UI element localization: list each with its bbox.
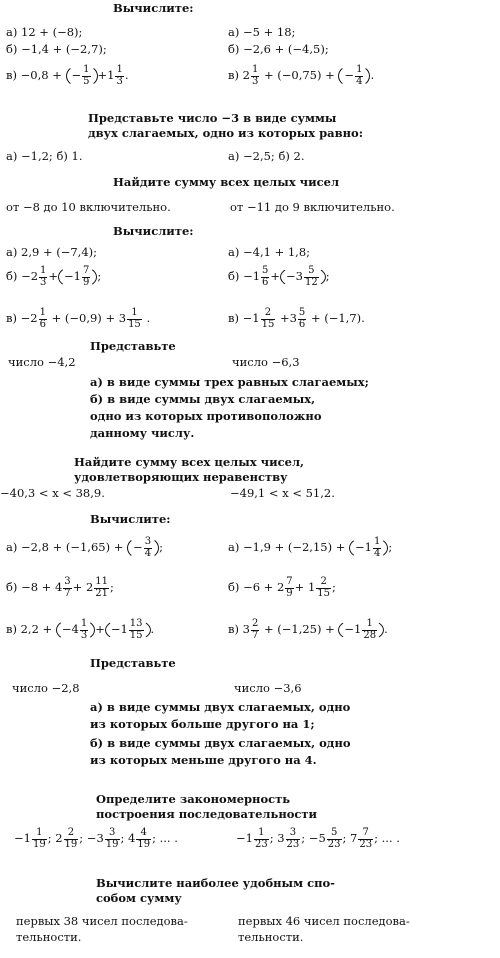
exercise-item: а) −4,1 + 1,8; (228, 245, 311, 259)
exercise-item: число −2,8 (12, 681, 80, 695)
exercise-item: в) 2 $\frac{1}{3}$ + (−0,75) + − $\frac{1}{4}$ . (228, 64, 375, 87)
section-heading: Представьте (90, 339, 176, 353)
task-line: из которых больше другого на 1; (90, 717, 315, 731)
exercise-item: число −4,2 (8, 355, 76, 369)
exercise-item: б) −2,6 + (−4,5); (228, 42, 329, 56)
section-heading: Вычислите наиболее удобным спо- (96, 876, 335, 890)
section-heading: Вычислите: (113, 224, 194, 238)
exercise-item: в) −0,8 + − $\frac{1}{5}$ +1 $\frac{1}{3}$ . (6, 64, 129, 87)
exercise-item: в) −1 $\frac{2}{15}$ +3 $\frac{5}{6}$ + (−1,7). (228, 307, 365, 330)
exercise-item: а) −2,5; б) 2. (228, 149, 305, 163)
exercise-item: первых 38 чисел последова- (16, 914, 188, 928)
section-heading: Представьте (90, 656, 176, 670)
exercise-item: в) 3 $\frac{2}{7}$ + (−1,25) + −1 $\frac{1}{28}$ . (228, 618, 388, 641)
exercise-item: б) −8 + 4 $\frac{3}{7}$ + 2 $\frac{11}{21}$ ; (6, 576, 114, 599)
exercise-item: число −6,3 (232, 355, 300, 369)
section-heading: Представьте число −3 в виде суммы (88, 111, 337, 125)
section-heading: Найдите сумму всех целых чисел, (74, 455, 305, 469)
task-line: б) в виде суммы двух слагаемых, одно (90, 736, 351, 750)
section-heading: Вычислите: (113, 1, 194, 15)
task-line: б) в виде суммы двух слагаемых, (90, 392, 316, 406)
sequence: −1 $\frac{1}{23}$ ; 3 $\frac{3}{23}$ ; −5 $\frac{5}{23}$ ; 7 $\frac{7}{23}$ ; ... . (236, 827, 400, 850)
exercise-item: а) 12 + (−8); (6, 25, 83, 39)
exercise-item: а) −2,8 + (−1,65) + − $\frac{3}{4}$ ; (6, 536, 163, 559)
exercise-item: б) −6 + 2 $\frac{7}{9}$ + 1 $\frac{2}{15}$ ; (228, 576, 336, 599)
exercise-item: б) −2 $\frac{1}{3}$ + −1 $\frac{7}{9}$ ; (6, 265, 102, 288)
task-line: из которых меньше другого на 4. (90, 753, 317, 767)
exercise-item: −49,1 < x < 51,2. (230, 486, 335, 500)
section-heading: Найдите сумму всех целых чисел (113, 175, 340, 189)
task-line: а) в виде суммы трех равных слагаемых; (90, 375, 369, 389)
task-line: а) в виде суммы двух слагаемых, одно (90, 700, 351, 714)
exercise-item: а) −5 + 18; (228, 25, 296, 39)
exercise-item: от −11 до 9 включительно. (230, 200, 395, 214)
exercise-item: а) 2,9 + (−7,4); (6, 245, 98, 259)
section-heading: двух слагаемых, одно из которых равно: (88, 126, 363, 140)
section-heading: собом сумму (96, 891, 182, 905)
exercise-item: в) 2,2 + −4 $\frac{1}{3}$ + −1 $\frac{13}{15}$ . (6, 618, 155, 641)
task-line: одно из которых противоположно (90, 409, 322, 423)
exercise-item: от −8 до 10 включительно. (6, 200, 171, 214)
exercise-item: б) −1 $\frac{5}{6}$ + −3 $\frac{5}{12}$ ; (228, 265, 330, 288)
exercise-item: тельности. (16, 930, 82, 944)
section-heading: Вычислите: (90, 512, 171, 526)
exercise-item: −40,3 < x < 38,9. (0, 486, 105, 500)
exercise-item: а) −1,9 + (−2,15) + −1 $\frac{1}{4}$ ; (228, 536, 393, 559)
section-heading: Определите закономерность (96, 792, 291, 806)
exercise-item: б) −1,4 + (−2,7); (6, 42, 107, 56)
section-heading: удовлетворяющих неравенству (74, 470, 288, 484)
section-heading: построения последовательности (96, 807, 318, 821)
exercise-item: первых 46 чисел последова- (238, 914, 410, 928)
task-line: данному числу. (90, 426, 195, 440)
exercise-item: а) −1,2; б) 1. (6, 149, 83, 163)
exercise-item: в) −2 $\frac{1}{6}$ + (−0,9) + 3 $\frac{1}{15}$ . (6, 307, 151, 330)
exercise-item: число −3,6 (234, 681, 302, 695)
sequence: −1 $\frac{1}{19}$ ; 2 $\frac{2}{19}$ ; −3 $\frac{3}{19}$ ; 4 $\frac{4}{19}$ ; ... . (14, 827, 178, 850)
exercise-item: тельности. (238, 930, 304, 944)
